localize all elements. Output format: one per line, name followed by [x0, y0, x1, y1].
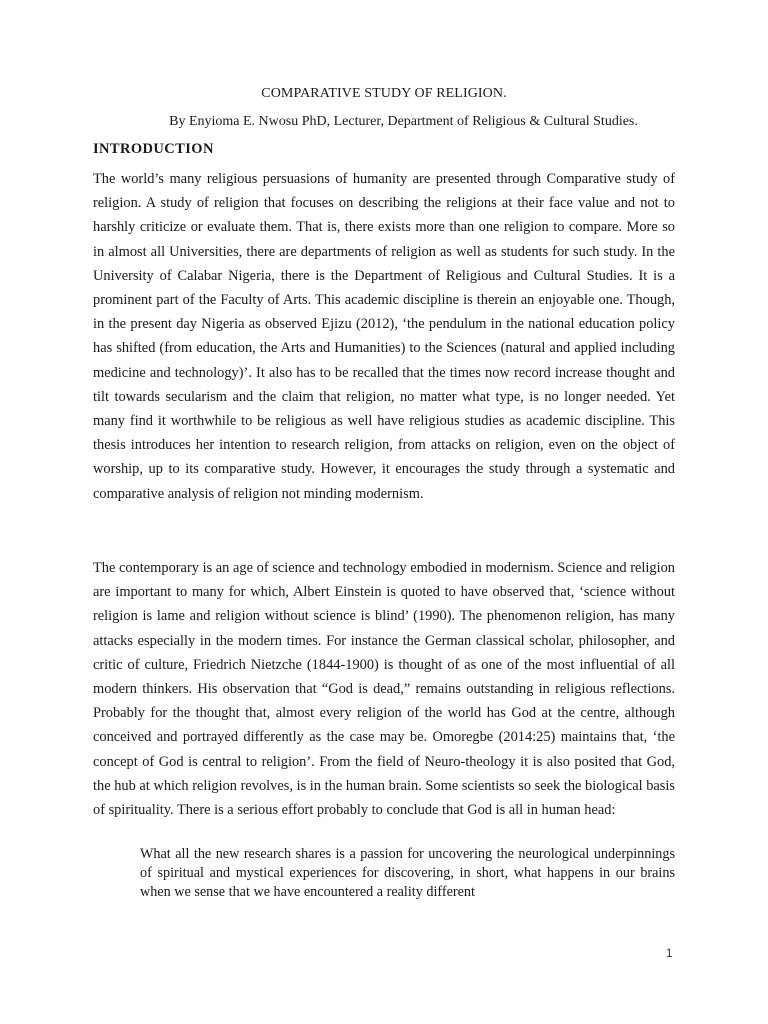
body-paragraph-2: The contemporary is an age of science and technology embodied in modernism. Science and religion are important to many for which, Albert Einstein is quoted to have observed that, ‘science without religion is lame and religion without science is blind’ (1990). The phenomenon religion, has many attacks especially in the modern times. For instance the German classical scholar, philosopher, and critic of culture, Friedrich Nietzche (1844-1900) is thought of as one of the most influential of all modern thinkers. His observation that “God is dead,” remains outstanding in religious reflections. Probably for the thought that, almost every religion of the world has God at the centre, although conceived and portrayed differently as the case may be. Omoregbe (2014:25) maintains that, ‘the concept of God is central to religion’. From the field of Neuro-theology it is also posited that God, the hub at which religion revolves, is in the human brain. Some scientists so seek the biological basis of spirituality. There is a serious effort probably to conclude that God is all in human head: — [93, 560, 675, 819]
section-heading: INTRODUCTION — [93, 141, 214, 157]
document-title: COMPARATIVE STUDY OF RELIGION. — [261, 86, 507, 101]
block-quote: What all the new research shares is a passion for uncovering the neurological underpinnings of spiritual and mystical experiences for discovering, in short, what happens in our brains when we sense that we have encountered a reality different — [140, 846, 675, 901]
page-number: 1 — [666, 948, 673, 960]
body-paragraph-1: The world’s many religious persuasions of humanity are presented through Comparative study of religion. A study of religion that focuses on describing the religions at their face value and not to harshly criticize or evaluate them. That is, there exists more than one religion to compare. More so in almost all Universities, there are departments of religion as well as students for such study. In the University of Calabar Nigeria, there is the Department of Religious and Cultural Studies. It is a prominent part of the Faculty of Arts. This academic discipline is therein an enjoyable one. Though, in the present day Nigeria as observed Ejizu (2012), ‘the pendulum in the national education policy has shifted (from education, the Arts and Humanities) to the Sciences (natural and applied including medicine and technology)’. It also has to be recalled that the times now record increase thought and tilt towards secularism and the claim that religion, no matter what type, is no longer needed. Yet many find it worthwhile to be religious as well have religious studies as academic discipline. This thesis introduces her intention to research religion, from attacks on religion, even on the object of worship, up to its comparative study. However, it encourages the study through a systematic and comparative analysis of religion not minding modernism. — [93, 171, 675, 502]
author-byline: By Enyioma E. Nwosu PhD, Lecturer, Department of Religious & Cultural Studies. — [169, 114, 638, 129]
